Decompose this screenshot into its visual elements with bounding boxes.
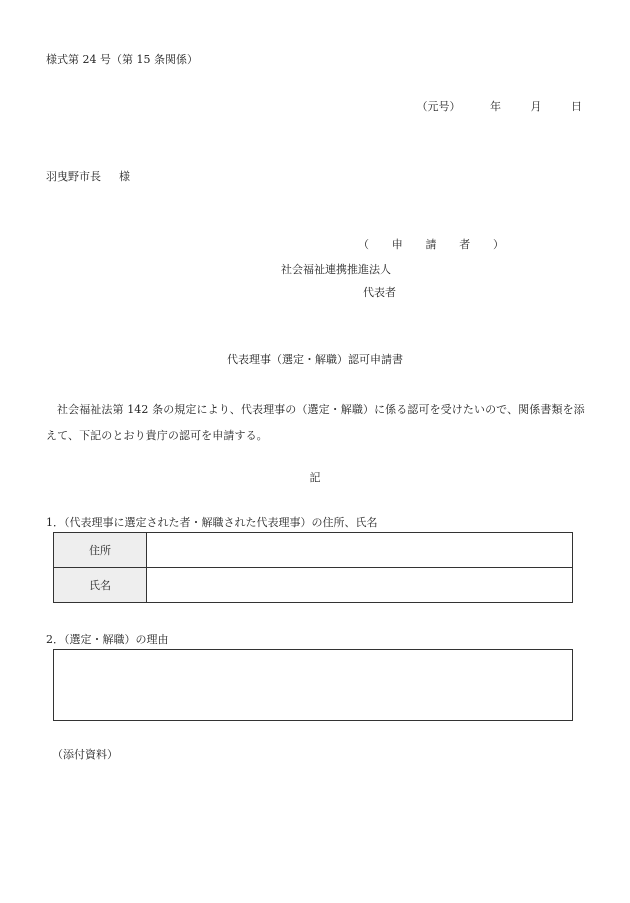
date-month-label: 月 [530, 100, 542, 113]
date-era: （元号） [416, 100, 461, 113]
document-title: 代表理事（選定・解職）認可申請書 [227, 353, 403, 366]
applicant-representative: 代表者 [363, 286, 396, 299]
date-day-label: 日 [571, 100, 582, 113]
address-field[interactable] [147, 533, 573, 568]
name-label: 氏名 [54, 568, 147, 603]
form-number: 様式第 24 号（第 15 条関係） [46, 53, 198, 66]
applicant-heading-char: 申 [391, 238, 403, 251]
table-row [54, 533, 573, 568]
addressee-honorific: 様 [119, 170, 130, 183]
section1-heading: 1．（代表理事に選定された者・解職された代表理事）の住所、氏名 [46, 516, 378, 529]
section2-heading: 2．（選定・解職）の理由 [46, 633, 169, 646]
name-field[interactable] [147, 568, 573, 603]
address-label: 住所 [54, 533, 147, 568]
reason-field[interactable] [53, 649, 573, 721]
date-line [417, 98, 583, 114]
applicant-heading [358, 236, 504, 252]
recipient-table [53, 532, 573, 603]
date-year-label: 年 [490, 100, 501, 113]
applicant-organization: 社会福祉連携推進法人 [281, 263, 391, 276]
attachments-label: （添付資料） [52, 748, 118, 761]
applicant-heading-char: 請 [425, 238, 437, 251]
addressee [46, 168, 130, 184]
ki-marker: 記 [309, 471, 321, 484]
applicant-heading-open: （ [358, 238, 369, 251]
body-paragraph: 社会福祉法第 142 条の規定により、代表理事の（選定・解職）に係る認可を受けたいので、関係書類を添えて、下記のとおり貴庁の認可を申請する。 [46, 403, 585, 442]
applicant-heading-close: ） [493, 238, 504, 251]
addressee-name: 羽曳野市長 [46, 170, 101, 183]
applicant-heading-char: 者 [459, 238, 471, 251]
table-row [54, 568, 573, 603]
